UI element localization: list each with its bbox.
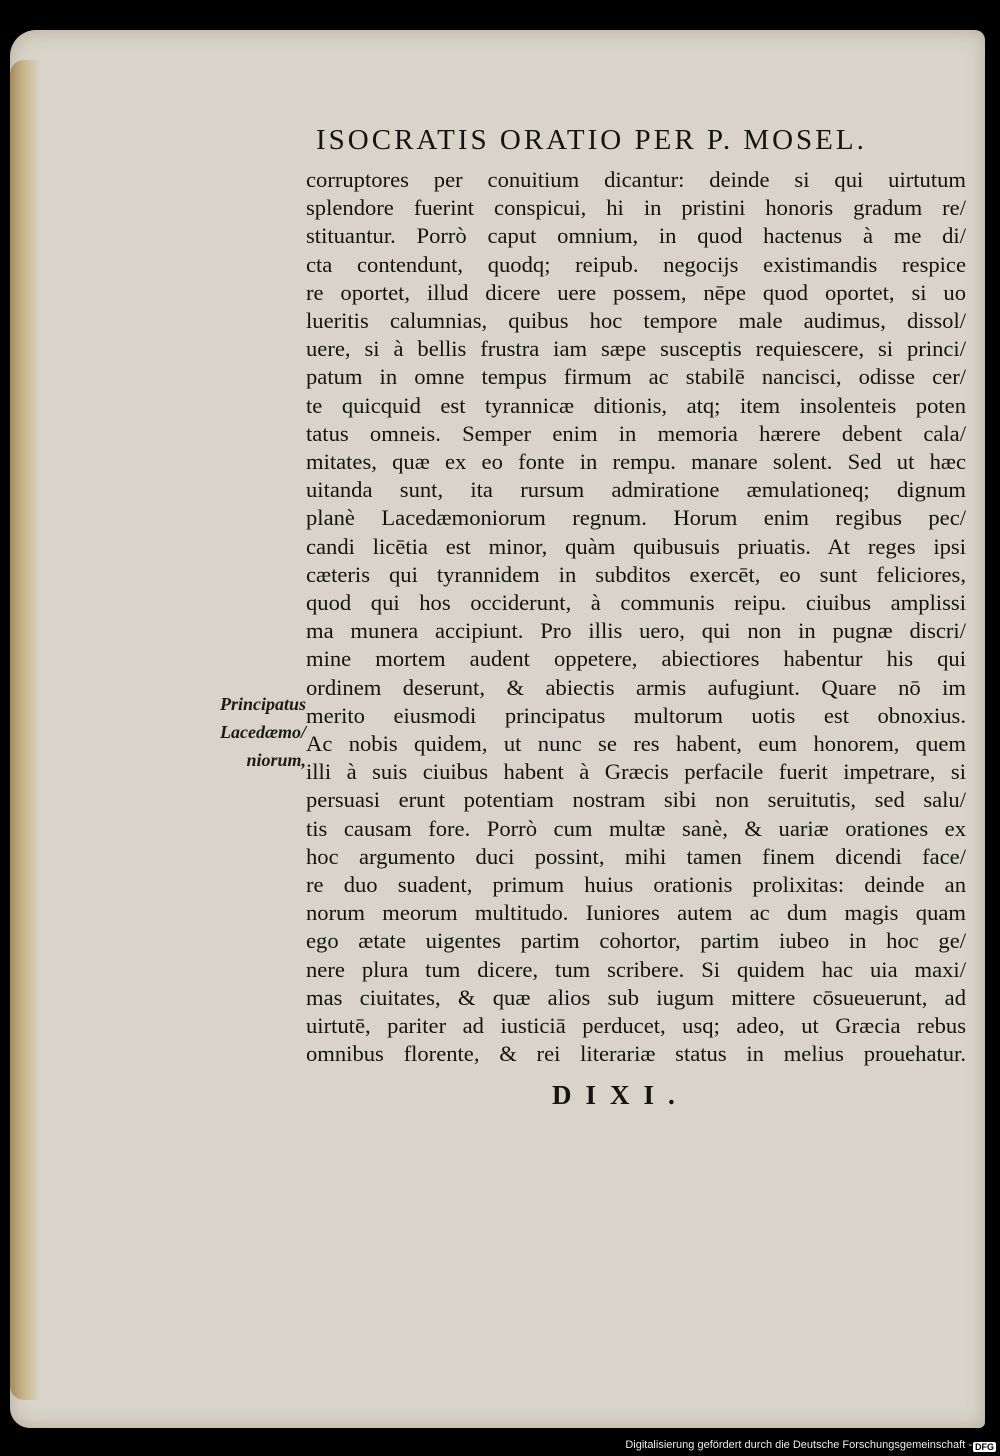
text-line: re duo suadent, primum huius orationis prolixitas: deinde an bbox=[306, 872, 966, 898]
text-line: lueritis calumnias, quibus hoc tempore male audimus, dissol/ bbox=[306, 308, 966, 334]
text-line: te quicquid est tyrannicæ ditionis, atq; item insolenteis poten bbox=[306, 392, 966, 418]
text-line: mitates, quæ ex eo fonte in rempu. manare solent. Sed ut hæc bbox=[306, 449, 966, 475]
text-line: candi licētia est minor, quàm quibusuis priuatis. At reges ipsi bbox=[306, 533, 966, 559]
dfg-logo: DFG bbox=[975, 1442, 994, 1452]
text-line: re oportet, illud dicere uere possem, nēpe quod oportet, si uo bbox=[306, 279, 966, 305]
text-line: mas ciuitates, & quæ alios sub iugum mittere cōsueuerunt, ad bbox=[306, 984, 966, 1010]
margin-note-line: niorum, bbox=[246, 750, 306, 770]
margin-note bbox=[190, 690, 306, 774]
text-line: uirtutē, pariter ad iusticiā perducet, usq; adeo, ut Græcia rebus bbox=[306, 1013, 966, 1039]
text-line: uere, si à bellis frustra iam sæpe susceptis requiescere, si princi/ bbox=[306, 336, 966, 362]
running-header: ISOCRATIS ORATIO PER P. MOSEL. bbox=[316, 124, 867, 156]
body-text bbox=[306, 166, 966, 1069]
text-line: splendore fuerint conspicui, hi in pristini honoris gradum re/ bbox=[306, 195, 966, 221]
text-line: mine mortem audent oppetere, abiectiores habentur his qui bbox=[306, 646, 966, 672]
text-line: nere plura tum dicere, tum scribere. Si quidem hac uia maxi/ bbox=[306, 956, 966, 982]
digitization-credit: Digitalisierung gefördert durch die Deutsche Forschungsgemeinschaft - bbox=[625, 1439, 972, 1451]
text-line: hoc argumento duci possint, mihi tamen finem dicendi face/ bbox=[306, 843, 966, 869]
margin-note-line: Lacedæmo/ bbox=[220, 722, 306, 742]
text-line: persuasi erunt potentiam nostram sibi non seruitutis, sed salu/ bbox=[306, 787, 966, 813]
text-line: planè Lacedæmoniorum regnum. Horum enim regibus pec/ bbox=[306, 505, 966, 531]
text-line: ego ætate uigentes partim cohortor, partim iubeo in hoc ge/ bbox=[306, 928, 966, 954]
text-line: quod qui hos occiderunt, à communis reipu. ciuibus amplissi bbox=[306, 590, 966, 616]
closing-word: DIXI. bbox=[552, 1080, 689, 1110]
text-line: stituantur. Porrò caput omnium, in quod hactenus à me di/ bbox=[306, 223, 966, 249]
text-line: merito eiusmodi principatus multorum uotis est obnoxius. bbox=[306, 702, 966, 728]
text-line: cæteris qui tyrannidem in subditos exercēt, eo sunt feliciores, bbox=[306, 561, 966, 587]
margin-note-line: Principatus bbox=[219, 694, 306, 714]
text-line: omnibus florente, & rei literariæ status in melius prouehatur. bbox=[306, 1041, 966, 1067]
text-line: cta contendunt, quodq; reipub. negocijs existimandis respice bbox=[306, 251, 966, 277]
text-line: ma munera accipiunt. Pro illis uero, qui non in pugnæ discri/ bbox=[306, 618, 966, 644]
text-line: illi à suis ciuibus habent à Græcis perfacile fuerit impetrare, si bbox=[306, 759, 966, 785]
text-line: tatus omneis. Semper enim in memoria hærere debent cala/ bbox=[306, 420, 966, 446]
text-line: ordinem deserunt, & abiectis armis aufugiunt. Quare nō im bbox=[306, 674, 966, 700]
text-line: uitanda sunt, ita rursum admiratione æmulationeq; dignum bbox=[306, 477, 966, 503]
text-line: corruptores per conuitium dicantur: deinde si qui uirtutum bbox=[306, 167, 966, 192]
page-binding-edge bbox=[10, 60, 40, 1400]
text-line: patum in omne tempus firmum ac stabilē nancisci, odisse cer/ bbox=[306, 364, 966, 390]
text-line: Ac nobis quidem, ut nunc se res habent, eum honorem, quem bbox=[306, 731, 966, 757]
text-line: norum meorum multitudo. Iuniores autem ac dum magis quam bbox=[306, 900, 966, 926]
text-line: tis causam fore. Porrò cum multæ sanè, & uariæ orationes ex bbox=[306, 815, 966, 841]
